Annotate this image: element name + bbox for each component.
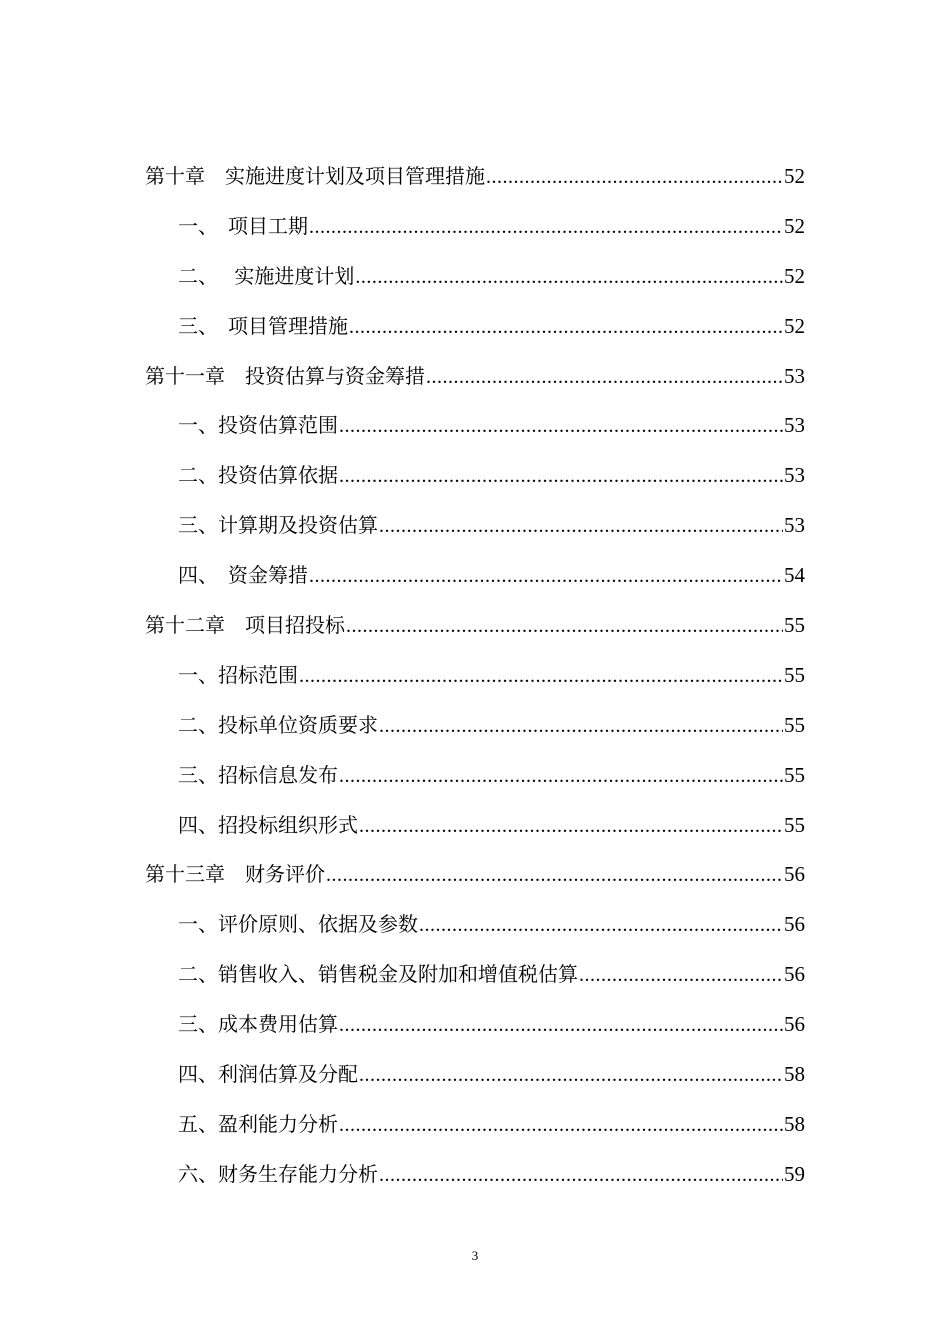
toc-entry-page-number: 56 [784, 962, 805, 987]
toc-entry-line [178, 213, 805, 239]
toc-section-entry[interactable] [0, 1099, 950, 1149]
toc-chapter-entry[interactable] [0, 849, 950, 899]
toc-entry-line [145, 612, 805, 638]
toc-entry-page-number: 52 [784, 313, 805, 338]
toc-entry-page-number: 52 [784, 213, 805, 238]
toc-entry-title: 四、 资金筹措 [178, 563, 308, 588]
toc-entry-line [145, 163, 805, 189]
toc-section-entry[interactable] [0, 450, 950, 500]
toc-chapter-entry[interactable] [0, 351, 950, 401]
dot-leader [426, 364, 783, 390]
dot-leader [339, 1112, 783, 1138]
toc-entry-title: 三、计算期及投资估算 [178, 513, 378, 538]
toc-entry-title: 三、 项目管理措施 [178, 313, 348, 338]
toc-entry-line [178, 1161, 805, 1187]
table-of-contents [0, 151, 950, 1199]
toc-entry-title: 五、盈利能力分析 [178, 1111, 338, 1136]
dot-leader [339, 413, 783, 439]
dot-leader [309, 563, 783, 589]
toc-chapter-entry[interactable] [0, 600, 950, 650]
toc-section-entry[interactable] [0, 500, 950, 550]
dot-leader [419, 912, 783, 938]
toc-entry-line [178, 712, 805, 738]
toc-entry-line [145, 861, 805, 887]
toc-entry-page-number: 54 [784, 563, 805, 588]
toc-entry-title: 一、 项目工期 [178, 213, 308, 238]
toc-entry-title: 六、财务生存能力分析 [178, 1161, 378, 1186]
toc-entry-page-number: 55 [784, 812, 805, 837]
toc-entry-line [178, 911, 805, 937]
toc-entry-page-number: 55 [784, 712, 805, 737]
toc-entry-page-number: 56 [784, 862, 805, 887]
toc-entry-title: 四、利润估算及分配 [178, 1062, 358, 1087]
toc-entry-line [178, 462, 805, 488]
toc-entry-title: 第十三章 财务评价 [145, 862, 325, 887]
toc-entry-line [178, 512, 805, 538]
dot-leader [299, 663, 783, 689]
toc-entry-page-number: 53 [784, 463, 805, 488]
dot-leader [339, 463, 783, 489]
toc-entry-line [178, 762, 805, 788]
toc-entry-page-number: 53 [784, 513, 805, 538]
page-number: 3 [471, 1248, 479, 1263]
toc-entry-title: 一、评价原则、依据及参数 [178, 912, 418, 937]
toc-entry-title: 二、销售收入、销售税金及附加和增值税估算 [178, 962, 578, 987]
dot-leader [309, 214, 783, 240]
toc-entry-line [178, 263, 805, 289]
toc-entry-page-number: 56 [784, 1012, 805, 1037]
dot-leader [379, 713, 783, 739]
toc-entry-line [178, 412, 805, 438]
dot-leader [379, 513, 783, 539]
toc-entry-title: 第十一章 投资估算与资金筹措 [145, 363, 425, 388]
toc-section-entry[interactable] [0, 899, 950, 949]
toc-entry-page-number: 55 [784, 662, 805, 687]
toc-entry-line [178, 1111, 805, 1137]
toc-entry-title: 第十二章 项目招投标 [145, 613, 345, 638]
toc-section-entry[interactable] [0, 949, 950, 999]
toc-entry-title: 二、投标单位资质要求 [178, 712, 378, 737]
dot-leader [359, 813, 783, 839]
toc-section-entry[interactable] [0, 251, 950, 301]
toc-entry-title: 第十章 实施进度计划及项目管理措施 [145, 164, 485, 188]
toc-entry-line [178, 961, 805, 987]
dot-leader [379, 1162, 783, 1188]
toc-entry-line [178, 313, 805, 339]
toc-section-entry[interactable] [0, 550, 950, 600]
toc-section-entry[interactable] [0, 800, 950, 850]
toc-entry-line [145, 363, 805, 389]
toc-entry-page-number: 53 [784, 413, 805, 438]
toc-entry-title: 二、 实施进度计划 [178, 263, 355, 288]
toc-entry-line [178, 1011, 805, 1037]
toc-entry-line [178, 662, 805, 688]
toc-entry-page-number: 59 [784, 1161, 805, 1186]
dot-leader [326, 862, 783, 888]
toc-section-entry[interactable] [0, 301, 950, 351]
toc-entry-title: 三、成本费用估算 [178, 1012, 338, 1037]
toc-chapter-entry[interactable] [0, 151, 950, 201]
dot-leader [355, 264, 783, 290]
toc-entry-page-number: 58 [784, 1111, 805, 1136]
toc-entry-title: 四、招投标组织形式 [178, 812, 358, 837]
toc-section-entry[interactable] [0, 400, 950, 450]
toc-entry-line [178, 1061, 805, 1087]
toc-entry-page-number: 52 [784, 164, 805, 188]
dot-leader [486, 164, 783, 190]
toc-section-entry[interactable] [0, 999, 950, 1049]
dot-leader [349, 314, 783, 340]
dot-leader [346, 613, 783, 639]
dot-leader [339, 763, 783, 789]
toc-section-entry[interactable] [0, 650, 950, 700]
toc-entry-page-number: 55 [784, 762, 805, 787]
toc-entry-title: 一、投资估算范围 [178, 413, 338, 438]
toc-entry-title: 一、招标范围 [178, 662, 298, 687]
toc-section-entry[interactable] [0, 750, 950, 800]
dot-leader [359, 1062, 783, 1088]
toc-entry-title: 三、招标信息发布 [178, 762, 338, 787]
toc-entry-page-number: 55 [784, 613, 805, 638]
dot-leader [579, 962, 783, 988]
toc-entry-page-number: 53 [784, 363, 805, 388]
toc-entry-title: 二、投资估算依据 [178, 463, 338, 488]
toc-entry-line [178, 812, 805, 838]
toc-section-entry[interactable] [0, 700, 950, 750]
toc-entry-page-number: 56 [784, 912, 805, 937]
toc-entry-line [178, 562, 805, 588]
toc-section-entry[interactable] [0, 1049, 950, 1099]
toc-entry-page-number: 58 [784, 1062, 805, 1087]
dot-leader [339, 1012, 783, 1038]
toc-section-entry[interactable] [0, 201, 950, 251]
toc-entry-page-number: 52 [784, 263, 805, 288]
toc-section-entry[interactable] [0, 1149, 950, 1199]
